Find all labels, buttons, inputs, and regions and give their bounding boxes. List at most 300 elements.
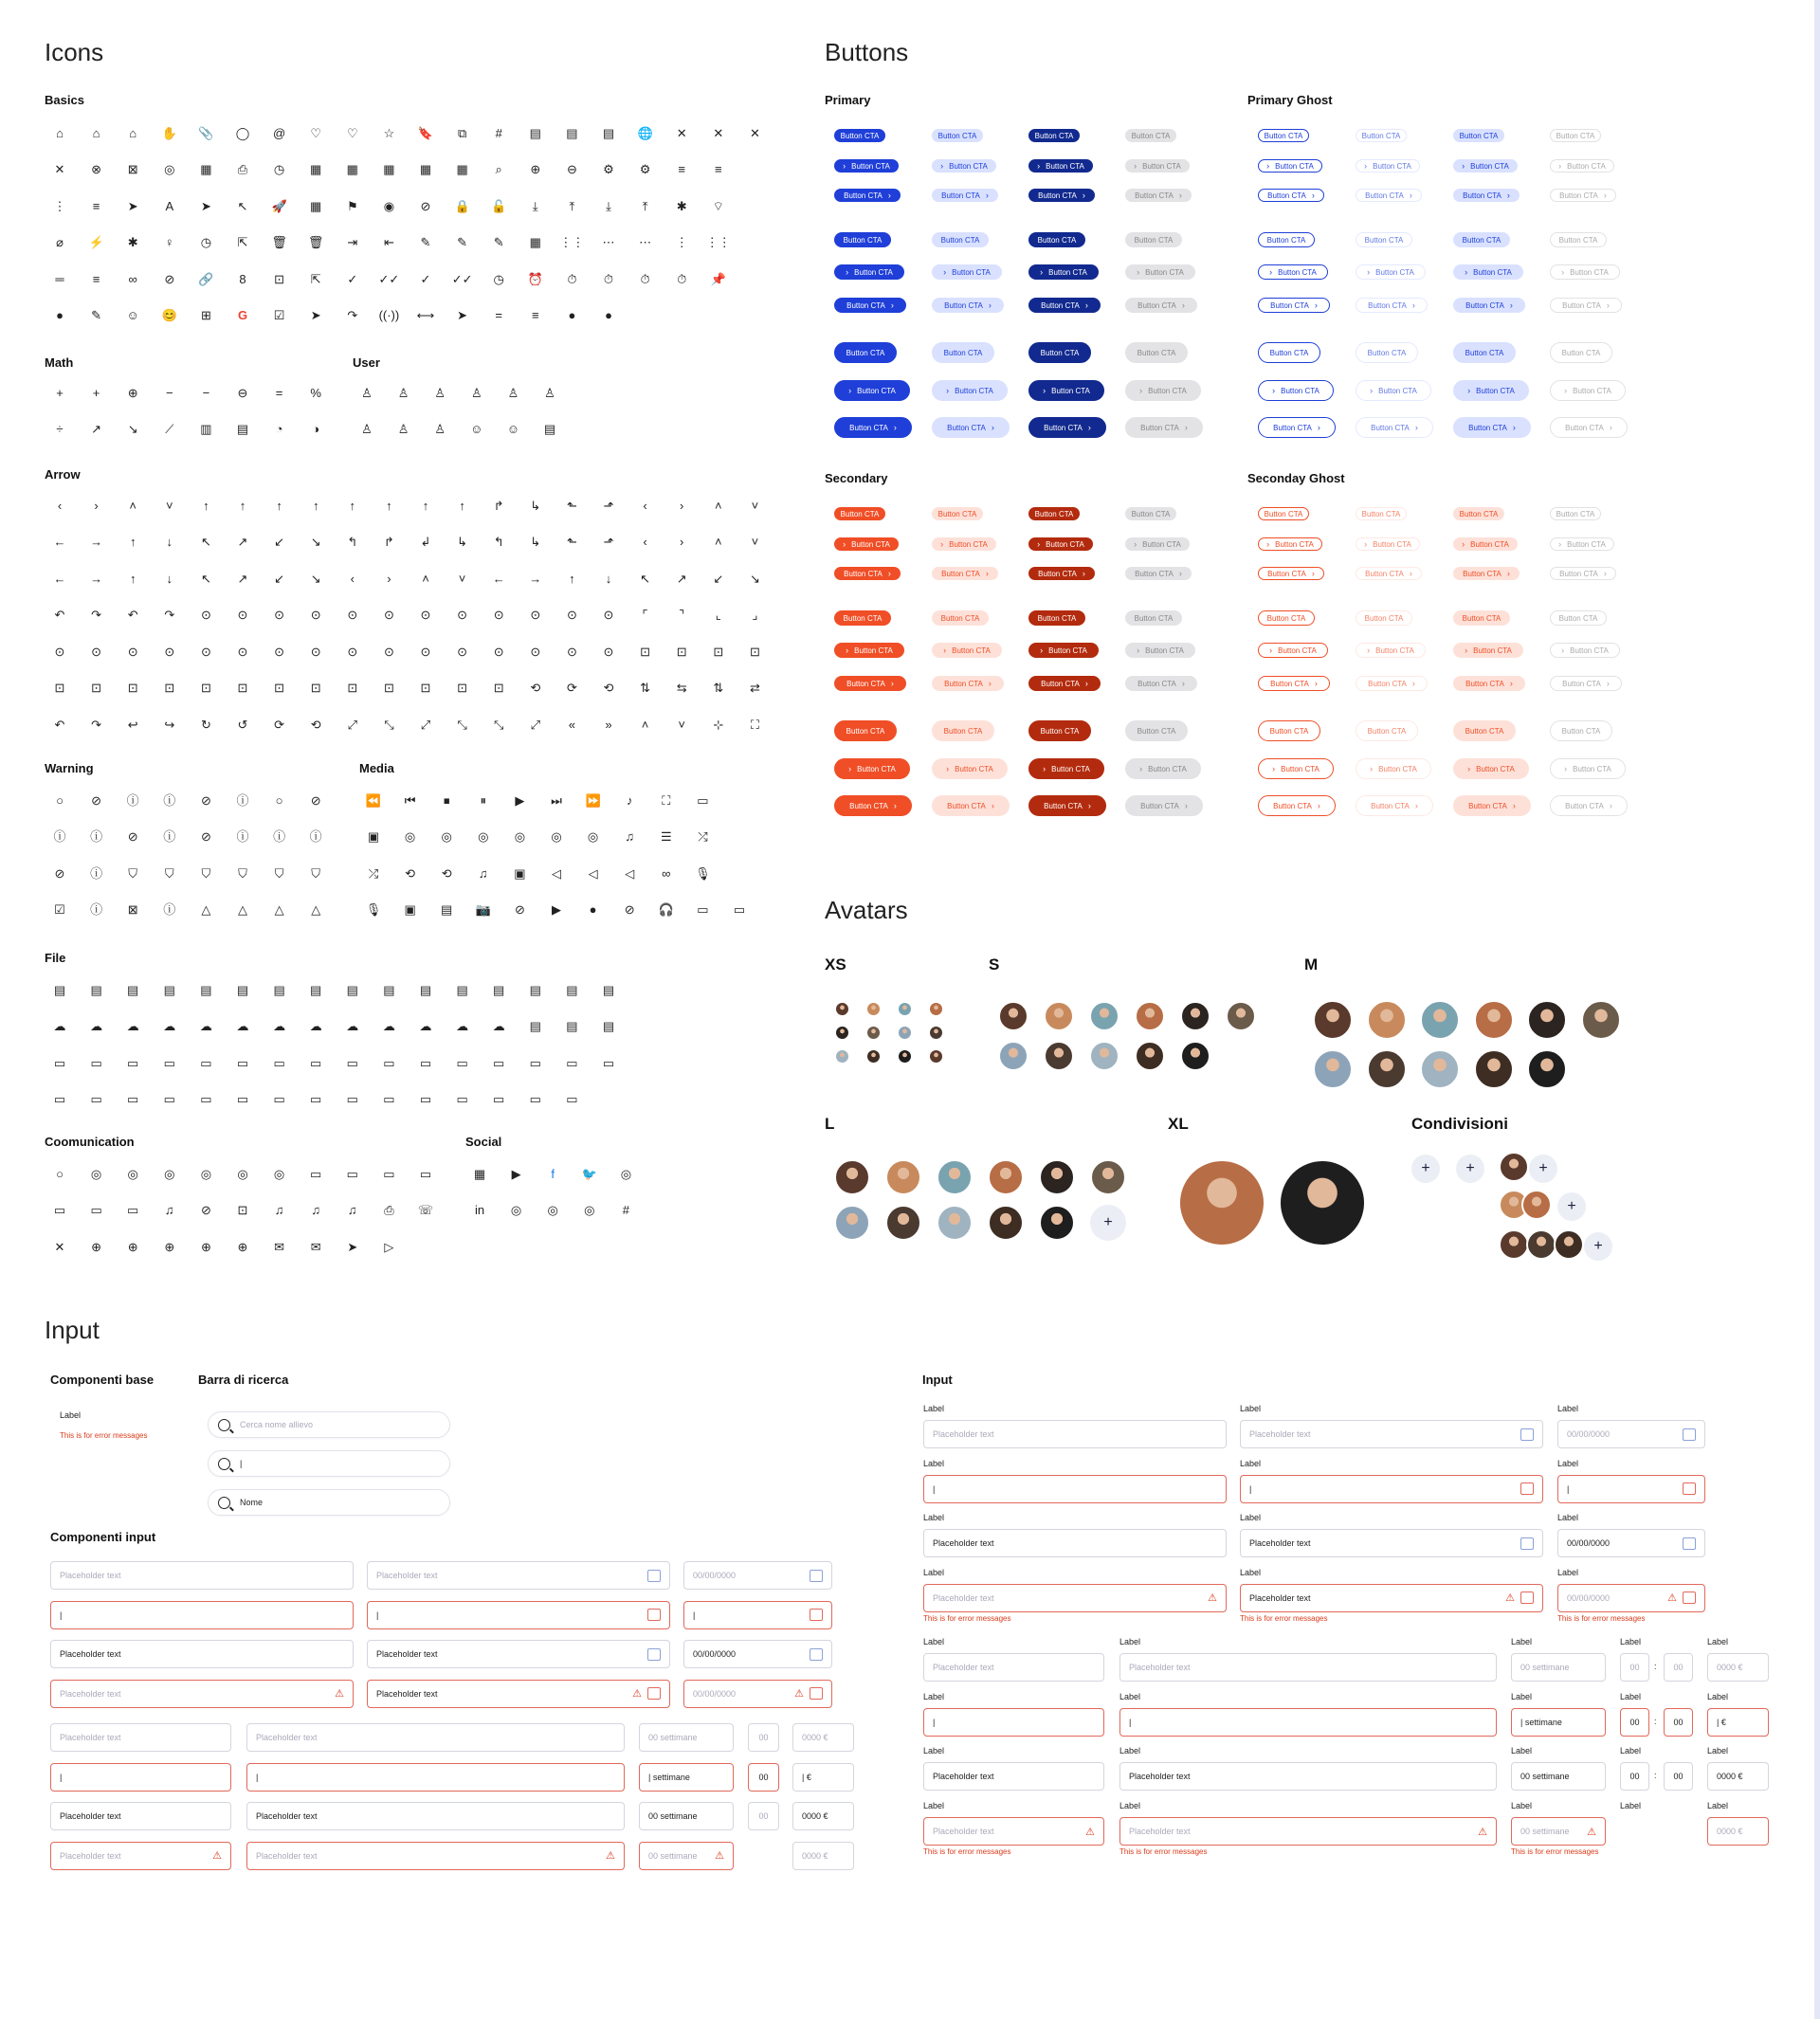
arrow-icon: ⟲ (603, 681, 614, 695)
hours-input[interactable] (748, 1802, 779, 1830)
chevron-right-icon: › (1311, 569, 1315, 578)
weeks-input[interactable] (1511, 1817, 1606, 1846)
file-icon: ▭ (310, 1055, 322, 1070)
chevron-right-icon: › (890, 679, 894, 688)
secondary-cta-button[interactable] (834, 537, 899, 551)
warning-icon: △ (274, 902, 284, 917)
secondary-ghost-cta-button[interactable] (1550, 567, 1616, 580)
user-icon: ♙ (361, 422, 373, 436)
button-label: Button CTA (1570, 646, 1609, 655)
secondary-cta-button[interactable] (1028, 720, 1091, 741)
date-input[interactable] (1557, 1475, 1705, 1503)
secondary-cta-button[interactable] (834, 643, 904, 658)
text-input[interactable] (1240, 1584, 1543, 1612)
basics-icon: ⊕ (530, 162, 541, 176)
secondary-ghost-cta-button[interactable] (1258, 676, 1330, 691)
file-icon: ▤ (456, 982, 468, 997)
button-label: Button CTA (1368, 679, 1407, 688)
secondary-ghost-cta-button[interactable] (1356, 610, 1412, 626)
primary-ghost-cta-button[interactable] (1356, 264, 1426, 280)
primary-ghost-cta-button[interactable] (1356, 417, 1433, 438)
primary-cta-button[interactable] (834, 159, 899, 173)
secondary-cta-button[interactable] (834, 676, 906, 691)
secondary-cta-button[interactable] (834, 758, 910, 779)
primary-cta-button[interactable] (1125, 129, 1176, 142)
primary-cta-button[interactable] (834, 417, 912, 438)
arrow-icon: ⊙ (457, 644, 468, 659)
money-input[interactable] (1707, 1762, 1769, 1791)
arrow-icon: ‹ (643, 498, 647, 513)
primary-cta-button[interactable] (932, 264, 1002, 280)
secondary-cta-button[interactable] (1125, 507, 1176, 520)
arrow-icon: ⊙ (603, 608, 614, 622)
chevron-right-icon: › (1266, 161, 1270, 171)
file-icon: ▭ (127, 1055, 139, 1070)
text-input-wide[interactable] (246, 1763, 625, 1792)
arrow-icon: ↑ (569, 571, 575, 586)
primary-ghost-cta-button[interactable] (1258, 298, 1330, 313)
secondary-ghost-cta-button[interactable] (1550, 795, 1628, 816)
weeks-input[interactable] (639, 1723, 734, 1752)
date-picker-input[interactable] (367, 1680, 670, 1708)
primary-cta-button[interactable] (932, 380, 1008, 401)
primary-ghost-cta-button[interactable] (1550, 342, 1612, 363)
hours-input[interactable] (1620, 1762, 1649, 1791)
field-label: Label (1511, 1692, 1533, 1701)
text-input[interactable] (1240, 1420, 1543, 1448)
primary-ghost-cta-button[interactable] (1356, 129, 1407, 142)
weeks-input[interactable] (1511, 1708, 1606, 1737)
text-input[interactable] (50, 1680, 354, 1708)
text-input[interactable] (1240, 1529, 1543, 1557)
warning-icon: ⓘ (273, 829, 286, 844)
text-input-wide[interactable] (246, 1723, 625, 1752)
avatar-m-title: M (1304, 955, 1319, 973)
input-value: Placeholder text (1249, 1429, 1311, 1439)
secondary-ghost-cta-button[interactable] (1258, 758, 1334, 779)
basics-icon: ➤ (200, 198, 211, 213)
money-input[interactable] (792, 1842, 854, 1870)
primary-ghost-cta-button[interactable] (1356, 159, 1420, 173)
text-input[interactable] (923, 1420, 1227, 1448)
secondary-cta-button[interactable] (932, 567, 998, 580)
file-icon: ▭ (236, 1092, 249, 1106)
chevron-right-icon: › (1364, 161, 1368, 171)
primary-cta-button[interactable] (834, 129, 885, 142)
chevron-right-icon: › (1269, 646, 1273, 655)
search-bar-filled[interactable] (208, 1489, 450, 1516)
arrow-icon: ↳ (457, 535, 468, 549)
primary-ghost-cta-button[interactable] (1258, 159, 1322, 173)
primary-ghost-cta-button[interactable] (1258, 342, 1320, 363)
secondary-cta-button[interactable] (1028, 795, 1106, 816)
primary-cta-button[interactable] (834, 189, 901, 202)
secondary-cta-button[interactable] (1125, 537, 1190, 551)
date-input[interactable] (1557, 1584, 1705, 1612)
arrow-icon: ↑ (386, 498, 392, 513)
primary-ghost-cta-button[interactable] (1550, 417, 1628, 438)
text-input[interactable] (923, 1584, 1227, 1612)
input-value: 00 settimane (648, 1733, 698, 1742)
minutes-input[interactable] (1664, 1762, 1693, 1791)
secondary-ghost-cta-button[interactable] (1453, 643, 1523, 658)
primary-cta-button[interactable] (1125, 189, 1192, 202)
secondary-ghost-cta-button[interactable] (1550, 758, 1626, 779)
file-icon: ▤ (273, 982, 285, 997)
text-input-short[interactable] (923, 1817, 1104, 1846)
secondary-ghost-cta-button[interactable] (1550, 676, 1622, 691)
file-icon: ▭ (383, 1092, 395, 1106)
field-label: Label (1511, 1746, 1533, 1755)
primary-ghost-cta-button[interactable] (1550, 380, 1626, 401)
button-label: Button CTA (1038, 569, 1077, 578)
text-input-short[interactable] (50, 1763, 231, 1792)
communication-icon: ▭ (53, 1203, 66, 1217)
text-input-short[interactable] (923, 1653, 1104, 1682)
add-avatar-button[interactable]: + (1584, 1232, 1612, 1261)
secondary-ghost-cta-button[interactable] (1258, 720, 1320, 741)
text-input-short[interactable] (50, 1842, 231, 1870)
add-avatar-button[interactable]: + (1557, 1192, 1586, 1221)
secondary-cta-button[interactable] (1125, 610, 1182, 626)
primary-cta-button[interactable] (834, 380, 910, 401)
primary-ghost-cta-button[interactable] (1356, 342, 1418, 363)
social-icon: # (622, 1203, 629, 1217)
secondary-ghost-cta-button[interactable] (1258, 507, 1309, 520)
date-picker-input[interactable] (367, 1561, 670, 1590)
add-avatar-button[interactable]: + (1411, 1155, 1440, 1183)
primary-cta-button[interactable] (834, 264, 904, 280)
secondary-cta-button[interactable] (1028, 610, 1085, 626)
arrow-icon: ↑ (203, 498, 209, 513)
secondary-ghost-cta-button[interactable] (1550, 643, 1620, 658)
primary-ghost-cta-button[interactable] (1258, 129, 1309, 142)
primary-cta-button[interactable] (1125, 264, 1195, 280)
file-icon: ▭ (163, 1055, 175, 1070)
date-input[interactable] (1557, 1529, 1705, 1557)
secondary-ghost-cta-button[interactable] (1258, 567, 1324, 580)
file-icon: ▭ (493, 1055, 505, 1070)
hours-input[interactable] (748, 1763, 779, 1792)
date-input[interactable] (1557, 1420, 1705, 1448)
primary-cta-button[interactable] (834, 298, 906, 313)
primary-ghost-cta-button[interactable] (1356, 298, 1428, 313)
money-input[interactable] (1707, 1708, 1769, 1737)
warning-icon: ⚠ (1478, 1826, 1487, 1838)
secondary-cta-button[interactable] (932, 610, 989, 626)
primary-ghost-cta-button[interactable] (1258, 189, 1324, 202)
primary-cta-button[interactable] (1125, 232, 1182, 247)
button-label: Button CTA (1273, 801, 1312, 810)
secondary-ghost-cta-button[interactable] (1356, 643, 1426, 658)
basics-icon: ═ (55, 271, 64, 286)
money-input[interactable] (792, 1763, 854, 1792)
secondary-ghost-cta-button[interactable] (1258, 795, 1336, 816)
primary-ghost-cta-button[interactable] (1453, 380, 1529, 401)
secondary-cta-button[interactable] (932, 795, 1010, 816)
arrow-icon: ↓ (605, 571, 612, 586)
button-label: Button CTA (1266, 613, 1306, 623)
text-input[interactable] (50, 1640, 354, 1668)
arrow-icon: ⊡ (640, 644, 651, 659)
text-input[interactable] (50, 1561, 354, 1590)
money-input[interactable] (792, 1723, 854, 1752)
minutes-input[interactable] (1664, 1653, 1693, 1682)
secondary-cta-button[interactable] (1125, 795, 1203, 816)
date-input[interactable] (683, 1561, 832, 1590)
primary-cta-button[interactable] (932, 298, 1004, 313)
weeks-input[interactable] (639, 1763, 734, 1792)
button-label: Button CTA (1559, 191, 1598, 200)
money-input[interactable] (1707, 1653, 1769, 1682)
secondary-cta-button[interactable] (1028, 758, 1104, 779)
minutes-input[interactable] (1664, 1708, 1693, 1737)
secondary-cta-button[interactable] (1028, 567, 1095, 580)
secondary-ghost-cta-button[interactable] (1550, 720, 1612, 741)
button-label: Button CTA (1465, 726, 1504, 736)
money-input[interactable] (1707, 1817, 1769, 1846)
date-input[interactable] (683, 1601, 832, 1629)
secondary-ghost-cta-button[interactable] (1356, 795, 1433, 816)
primary-cta-button[interactable] (932, 232, 989, 247)
primary-ghost-cta-button[interactable] (1550, 159, 1614, 173)
add-avatar-button[interactable]: + (1529, 1155, 1557, 1183)
weeks-input[interactable] (1511, 1653, 1606, 1682)
basics-icon: ⌂ (92, 125, 100, 140)
primary-ghost-cta-button[interactable] (1258, 264, 1328, 280)
secondary-cta-button[interactable] (1028, 676, 1101, 691)
text-input-wide[interactable] (1119, 1817, 1497, 1846)
hours-input[interactable] (748, 1723, 779, 1752)
secondary-ghost-cta-button[interactable] (1356, 720, 1418, 741)
text-input-short[interactable] (50, 1723, 231, 1752)
calendar-icon (1683, 1592, 1696, 1604)
secondary-ghost-cta-button[interactable] (1453, 537, 1518, 551)
primary-ghost-cta-button[interactable] (1550, 298, 1622, 313)
text-input-wide[interactable] (1119, 1653, 1497, 1682)
primary-cta-button[interactable] (932, 159, 996, 173)
button-label: Button CTA (1565, 423, 1604, 432)
primary-ghost-cta-button[interactable] (1356, 189, 1422, 202)
primary-ghost-cta-button[interactable] (1453, 417, 1531, 438)
text-input-short[interactable] (923, 1708, 1104, 1737)
primary-ghost-cta-button[interactable] (1453, 298, 1525, 313)
secondary-ghost-cta-button[interactable] (1356, 567, 1422, 580)
primary-ghost-cta-button[interactable] (1356, 232, 1412, 247)
primary-cta-button[interactable] (1125, 342, 1188, 363)
primary-ghost-cta-button[interactable] (1356, 380, 1431, 401)
secondary-ghost-cta-button[interactable] (1258, 537, 1322, 551)
primary-cta-button[interactable] (1028, 189, 1095, 202)
secondary-ghost-cta-button[interactable] (1356, 507, 1407, 520)
add-avatar-button[interactable]: + (1090, 1205, 1126, 1241)
secondary-ghost-cta-button[interactable] (1453, 567, 1520, 580)
secondary-cta-button[interactable] (834, 795, 912, 816)
primary-ghost-cta-button[interactable] (1550, 264, 1620, 280)
primary-ghost-cta-button[interactable] (1453, 342, 1516, 363)
basics-icon: ⊘ (420, 198, 431, 213)
text-input-wide[interactable] (246, 1802, 625, 1830)
secondary-cta-button[interactable] (834, 610, 891, 626)
text-input[interactable] (50, 1601, 354, 1629)
primary-cta-button[interactable] (1125, 298, 1197, 313)
input-value: Placeholder text (933, 1538, 994, 1548)
arrow-icon: ⊙ (493, 644, 504, 659)
date-input[interactable] (683, 1680, 832, 1708)
primary-cta-button[interactable] (1028, 129, 1080, 142)
input-value: 00 (1629, 1718, 1640, 1727)
secondary-cta-button[interactable] (1028, 537, 1093, 551)
primary-ghost-cta-button[interactable] (1258, 380, 1334, 401)
money-input[interactable] (792, 1802, 854, 1830)
secondary-ghost-cta-button[interactable] (1550, 507, 1601, 520)
primary-ghost-cta-button[interactable] (1550, 232, 1607, 247)
primary-cta-button[interactable] (932, 342, 994, 363)
chevron-right-icon: › (940, 161, 944, 171)
text-input-short[interactable] (50, 1802, 231, 1830)
primary-cta-button[interactable] (1028, 159, 1093, 173)
weeks-input[interactable] (1511, 1762, 1606, 1791)
primary-cta-button[interactable] (1028, 298, 1101, 313)
hours-input[interactable] (1620, 1708, 1649, 1737)
media-icon: ◁ (625, 865, 635, 881)
input-value: 00 (1629, 1663, 1640, 1672)
secondary-ghost-cta-button[interactable] (1356, 676, 1428, 691)
communication-icon: ◎ (273, 1166, 285, 1181)
secondary-cta-button[interactable] (932, 643, 1002, 658)
warning-icon: ⛉ (128, 865, 138, 881)
primary-cta-button[interactable] (1028, 380, 1104, 401)
date-input[interactable] (683, 1640, 832, 1668)
arrow-icon: ⊙ (200, 644, 211, 659)
primary-ghost-cta-button[interactable] (1258, 232, 1315, 247)
primary-cta-button[interactable] (1125, 159, 1190, 173)
primary-ghost-cta-button[interactable] (1550, 129, 1601, 142)
secondary-ghost-cta-button[interactable] (1550, 537, 1614, 551)
input-value: 00 (1673, 1663, 1684, 1672)
secondary-ghost-cta-button[interactable] (1356, 758, 1431, 779)
secondary-ghost-cta-button[interactable] (1550, 610, 1607, 626)
communication-icon: ☏ (417, 1203, 434, 1217)
button-label: Button CTA (1476, 386, 1515, 395)
primary-cta-button[interactable] (1028, 342, 1091, 363)
text-input-short[interactable] (923, 1762, 1104, 1791)
basics-icon: ✎ (493, 235, 504, 249)
secondary-cta-button[interactable] (834, 720, 897, 741)
user-icon: ♙ (544, 385, 555, 400)
text-input-wide[interactable] (1119, 1762, 1497, 1791)
secondary-ghost-cta-button[interactable] (1356, 537, 1420, 551)
secondary-ghost-cta-button[interactable] (1453, 610, 1510, 626)
weeks-input[interactable] (639, 1802, 734, 1830)
media-icon: ◎ (441, 829, 452, 844)
primary-ghost-cta-button[interactable] (1550, 189, 1616, 202)
button-label: Button CTA (840, 131, 880, 140)
secondary-cta-button[interactable] (932, 537, 996, 551)
input-value: | (933, 1483, 936, 1494)
primary-cta-button[interactable] (1028, 417, 1106, 438)
secondary-ghost-cta-button[interactable] (1258, 610, 1315, 626)
secondary-ghost-cta-button[interactable] (1258, 643, 1328, 658)
weeks-input[interactable] (639, 1842, 734, 1870)
primary-ghost-cta-button[interactable] (1453, 129, 1504, 142)
add-avatar-button[interactable]: + (1456, 1155, 1484, 1183)
secondary-ghost-cta-button[interactable] (1453, 720, 1516, 741)
basics-icon: ✓✓ (378, 271, 400, 286)
arrow-icon: ⊙ (54, 644, 65, 659)
secondary-cta-button[interactable] (1125, 720, 1188, 741)
date-picker-input[interactable] (367, 1640, 670, 1668)
primary-ghost-cta-button[interactable] (1453, 159, 1518, 173)
search-bar-empty[interactable] (208, 1411, 450, 1438)
secondary-cta-button[interactable] (834, 507, 885, 520)
primary-ghost-cta-button[interactable] (1453, 189, 1520, 202)
primary-cta-button[interactable] (932, 189, 998, 202)
secondary-cta-button[interactable] (932, 676, 1004, 691)
button-label: Button CTA (1364, 613, 1404, 623)
secondary-cta-button[interactable] (932, 720, 994, 741)
input-value: 0000 € (1717, 1772, 1743, 1781)
text-input[interactable] (923, 1475, 1227, 1503)
secondary-cta-button[interactable] (1125, 758, 1201, 779)
time-separator: : (1654, 1717, 1657, 1726)
primary-cta-button[interactable] (1125, 380, 1201, 401)
secondary-cta-button[interactable] (932, 507, 983, 520)
primary-cta-button[interactable] (834, 342, 897, 363)
secondary-cta-button[interactable] (1125, 643, 1195, 658)
primary-ghost-cta-button[interactable] (1258, 417, 1336, 438)
secondary-cta-button[interactable] (1028, 643, 1099, 658)
secondary-ghost-cta-button[interactable] (1453, 758, 1529, 779)
file-icon: ▭ (383, 1055, 395, 1070)
warning-icon: ⊘ (200, 792, 211, 808)
secondary-cta-button[interactable] (1125, 567, 1192, 580)
arrow-icon: ⊡ (54, 681, 65, 695)
primary-cta-button[interactable] (932, 129, 983, 142)
secondary-cta-button[interactable] (932, 758, 1008, 779)
primary-cta-button[interactable] (834, 232, 891, 247)
chevron-right-icon: › (1564, 386, 1568, 395)
primary-cta-button[interactable] (1028, 264, 1099, 280)
text-input[interactable] (1240, 1475, 1543, 1503)
secondary-ghost-cta-button[interactable] (1453, 676, 1525, 691)
primary-cta-button[interactable] (932, 417, 1010, 438)
hours-input[interactable] (1620, 1653, 1649, 1682)
primary-ghost-cta-button[interactable] (1453, 232, 1510, 247)
button-label: Button CTA (1361, 131, 1401, 140)
secondary-cta-button[interactable] (1125, 676, 1197, 691)
primary-cta-button[interactable] (1125, 417, 1203, 438)
input-section-title: Input (45, 1316, 100, 1344)
secondary-cta-button[interactable] (1028, 507, 1080, 520)
chevron-right-icon: › (1084, 300, 1088, 310)
secondary-ghost-cta-button[interactable] (1453, 795, 1531, 816)
primary-ghost-cta-button[interactable] (1453, 264, 1523, 280)
text-input-wide[interactable] (246, 1842, 625, 1870)
text-input[interactable] (923, 1529, 1227, 1557)
date-picker-input[interactable] (367, 1601, 670, 1629)
secondary-ghost-cta-button[interactable] (1453, 507, 1504, 520)
communication-title: Coomunication (45, 1135, 135, 1149)
primary-ghost-title: Primary Ghost (1247, 93, 1333, 107)
text-input-wide[interactable] (1119, 1708, 1497, 1737)
field-label: Label (923, 1801, 945, 1810)
primary-cta-button[interactable] (1028, 232, 1085, 247)
input-value: | (1567, 1483, 1570, 1494)
button-label: Button CTA (937, 509, 977, 518)
search-bar-focused[interactable] (208, 1450, 450, 1477)
secondary-cta-button[interactable] (834, 567, 901, 580)
